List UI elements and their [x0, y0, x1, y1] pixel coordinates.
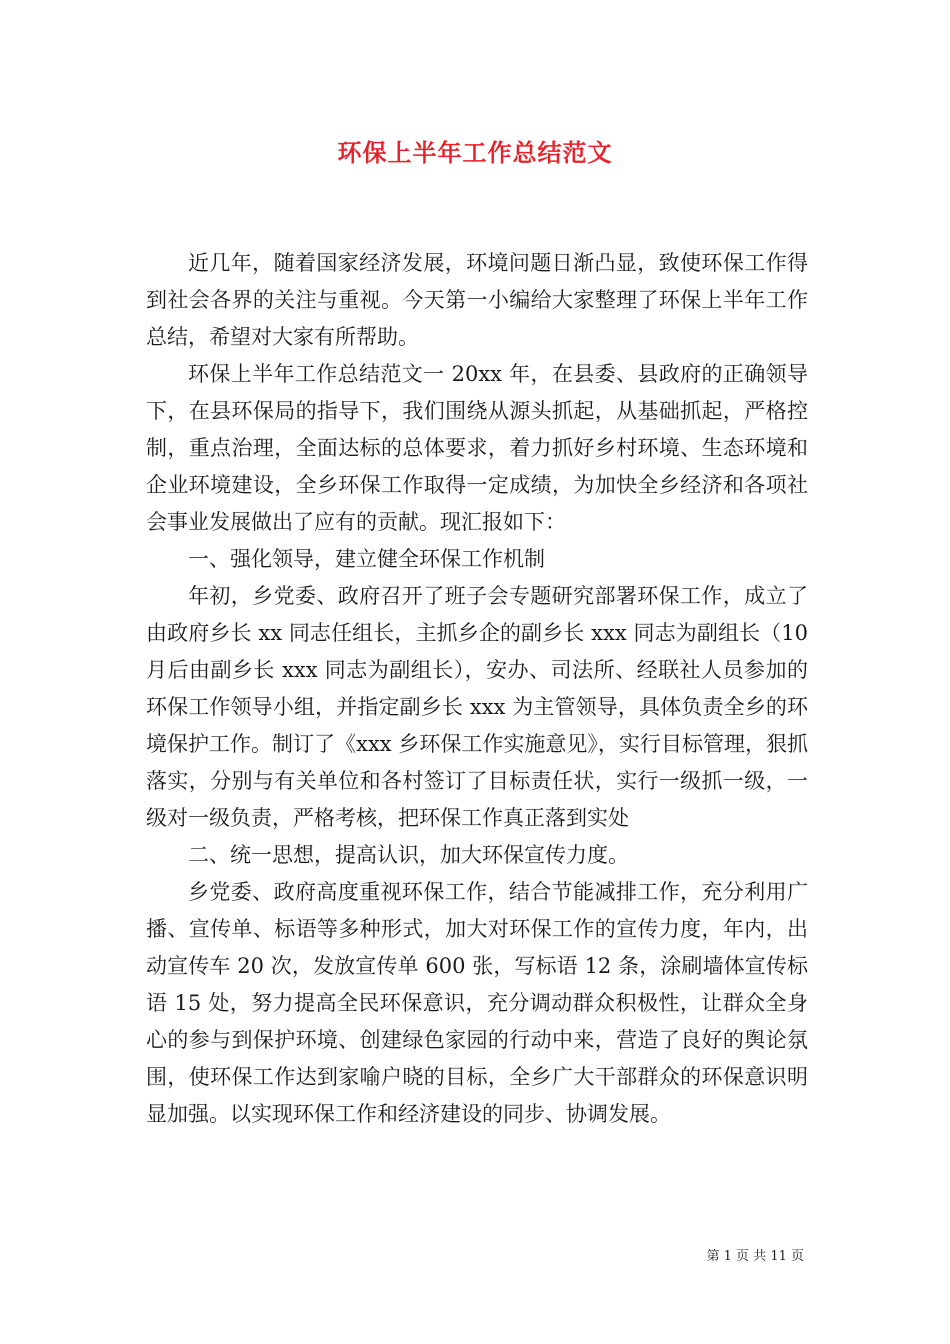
section-heading-1: 一、强化领导，建立健全环保工作机制 — [188, 547, 545, 571]
document-title: 环保上半年工作总结范文 — [337, 138, 613, 167]
paragraph-summary-opening: 环保上半年工作总结范文一 20xx 年，在县委、县政府的正确领导下，在县环保局的指导下，我们围绕从源头抓起，从基础抓起，严格控制，重点治理，全面达标的总体要求，着力抓好乡村环境、生态环境和企业环境建设，全乡环保工作取得一定成绩，为加快全乡经济和各项社会事业发展做出了应有的贡献。现汇报如下： — [146, 362, 808, 534]
paragraph-intro: 近几年，随着国家经济发展，环境问题日渐凸显，致使环保工作得到社会各界的关注与重视。今天第一小编给大家整理了环保上半年工作总结，希望对大家有所帮助。 — [146, 251, 808, 349]
paragraph-section-1: 年初，乡党委、政府召开了班子会专题研究部署环保工作，成立了由政府乡长 xx 同志任组长，主抓乡企的副乡长 xxx 同志为副组长（10 月后由副乡长 xxx 同志为副组长），安办、司法所、经联社人员参加的环保工作领导小组，并指定副乡长 xxx 为主管领导，具体负责全乡的环境保护工作。制订了《xxx 乡环保工作实施意见》，实行目标管理，狠抓落实，分别与有关单位和各村签订了目标责任状，实行一级抓一级，一级对一级负责，严格考核，把环保工作真正落到实处 — [146, 584, 808, 830]
paragraph-section-2: 乡党委、政府高度重视环保工作，结合节能减排工作，充分利用广播、宣传单、标语等多种形式，加大对环保工作的宣传力度，年内，出动宣传车 20 次，发放宣传单 600 张，写标语 12 条，涂刷墙体宣传标语 15 处，努力提高全民环保意识，充分调动群众积极性，让群众全身心的参与到保护环境、创建绿色家园的行动中来，营造了良好的舆论氛围，使环保工作达到家喻户晓的目标，全乡广大干部群众的环保意识明显加强。以实现环保工作和经济建设的同步、协调发展。 — [146, 880, 808, 1126]
page-number-footer: 第 1 页 共 11 页 — [706, 1249, 804, 1264]
document-body — [146, 245, 808, 1133]
section-heading-2: 二、统一思想，提高认识，加大环保宣传力度。 — [188, 843, 629, 867]
